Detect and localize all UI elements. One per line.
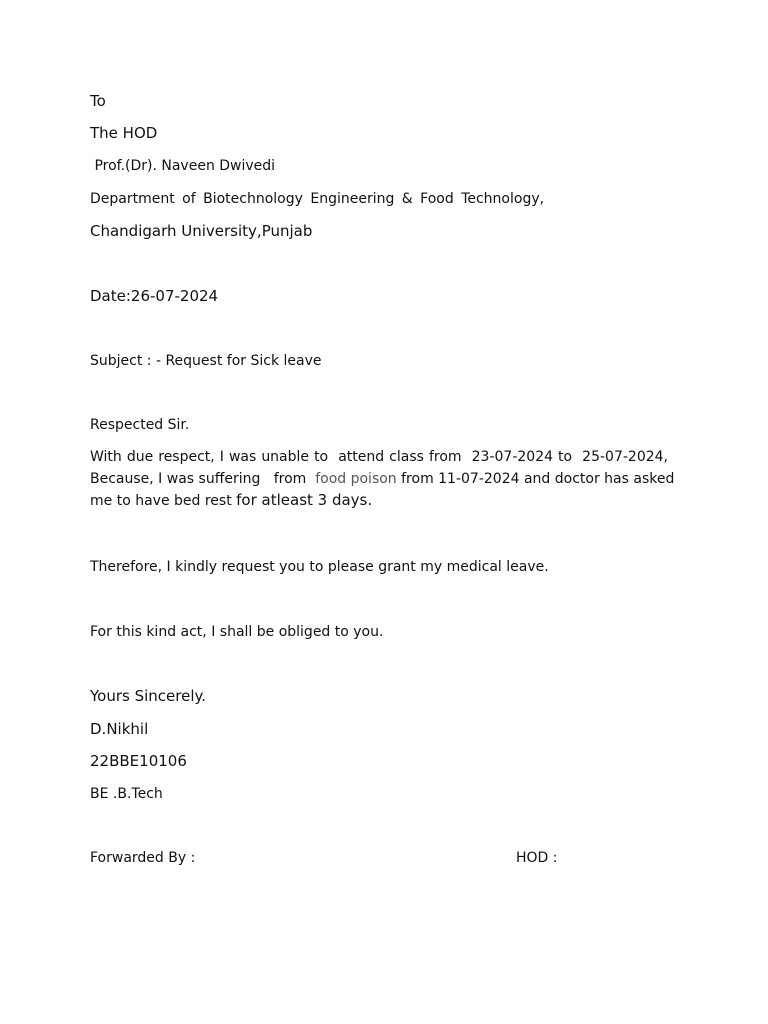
closing-sincerely: Yours Sincerely. — [90, 687, 207, 705]
to-label: To — [90, 92, 106, 110]
body-line-3-end: for atleast 3 days. — [236, 491, 373, 509]
body-line-3 — [90, 490, 668, 512]
letter-date: Date:26-07-2024 — [90, 287, 219, 305]
recipient-university: Chandigarh University,Punjab — [90, 222, 313, 240]
body-paragraph — [90, 447, 675, 512]
body-line-2-end: from 11-07-2024 and doctor has asked — [396, 470, 675, 487]
forwarded-by-label: Forwarded By : — [90, 850, 196, 866]
food-poison-text: food poison — [310, 470, 397, 487]
hod-signature-label: HOD : — [516, 850, 558, 866]
body-line-2 — [90, 469, 675, 491]
thanks-sentence: For this kind act, I shall be obliged to you. — [90, 624, 384, 640]
sender-name: D.Nikhil — [90, 720, 149, 738]
body-line-1: With due respect, I was unable to attend class from 23-07-2024 to 25-07-2024, — [90, 449, 668, 465]
recipient-title: The HOD — [90, 124, 158, 142]
letter-subject: Subject : - Request for Sick leave — [90, 353, 322, 369]
recipient-department: Department of Biotechnology Engineering & Food Technology, — [90, 191, 545, 207]
request-sentence: Therefore, I kindly request you to please grant my medical leave. — [90, 559, 549, 575]
body-line-2-start: Because, I was suffering from — [90, 470, 311, 487]
sender-roll-number: 22BBE10106 — [90, 752, 187, 770]
recipient-name: Prof.(Dr). Naveen Dwivedi — [90, 158, 276, 174]
sender-program: BE .B.Tech — [90, 786, 163, 802]
body-line-3-start: me to have bed rest — [90, 493, 237, 509]
salutation: Respected Sir. — [90, 417, 190, 433]
